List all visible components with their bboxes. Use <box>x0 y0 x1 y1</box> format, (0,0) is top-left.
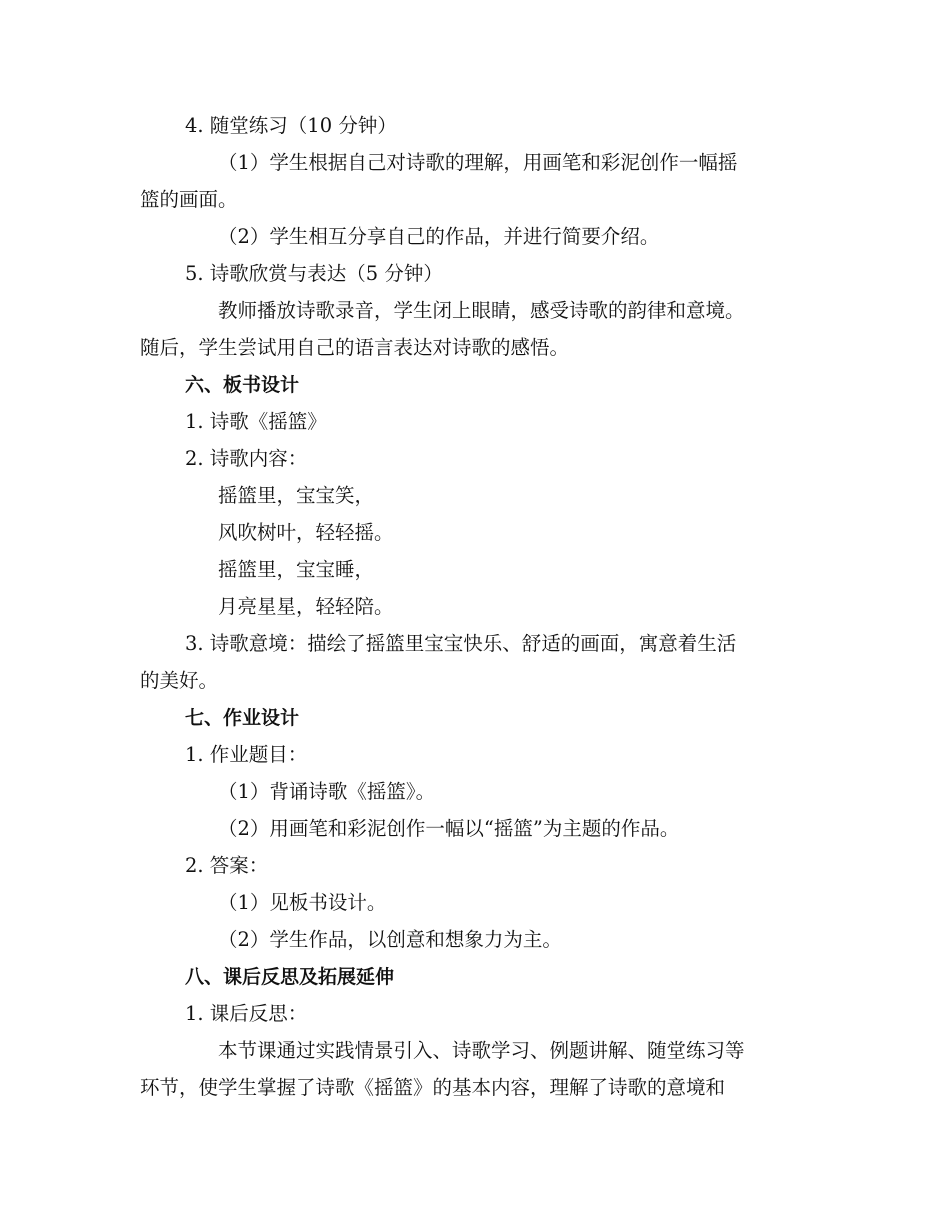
poem-line-3: 摇篮里，宝宝睡， <box>218 558 375 581</box>
practice-item-1-line-1: （1）学生根据自己对诗歌的理解，用画笔和彩泥创作一幅摇 <box>218 151 738 174</box>
homework-item-1: 1. 作业题目： <box>185 743 308 766</box>
section-8-title: 八、课后反思及拓展延伸 <box>185 966 395 988</box>
poem-line-2: 风吹树叶，轻轻摇。 <box>218 521 394 544</box>
homework-question-1: （1）背诵诗歌《摇篮》。 <box>218 780 436 803</box>
section-7-title: 七、作业设计 <box>185 707 300 729</box>
answer-1: （1）见板书设计。 <box>218 891 387 914</box>
appreciation-paragraph-line-1: 教师播放诗歌录音，学生闭上眼睛，感受诗歌的韵律和意境。 <box>218 299 745 322</box>
reflection-paragraph-line-2: 环节，使学生掌握了诗歌《摇篮》的基本内容，理解了诗歌的意境和 <box>140 1076 726 1099</box>
board-item-1: 1. 诗歌《摇篮》 <box>185 410 327 433</box>
appreciation-paragraph-line-2: 随后，学生尝试用自己的语言表达对诗歌的感悟。 <box>140 336 570 359</box>
reflection-item-1: 1. 课后反思： <box>185 1002 308 1025</box>
board-item-2: 2. 诗歌内容： <box>185 447 308 470</box>
homework-question-2: （2）用画笔和彩泥创作一幅以“摇篮”为主题的作品。 <box>218 817 680 840</box>
poem-line-4: 月亮星星，轻轻陪。 <box>218 595 394 618</box>
board-item-3-line-2: 的美好。 <box>140 669 219 692</box>
poem-line-1: 摇篮里，宝宝笑， <box>218 484 375 507</box>
section-6-title: 六、板书设计 <box>185 374 300 396</box>
practice-item-2: （2）学生相互分享自己的作品，并进行简要介绍。 <box>218 225 660 248</box>
board-item-3-line-1: 3. 诗歌意境：描绘了摇篮里宝宝快乐、舒适的画面，寓意着生活 <box>185 632 737 655</box>
practice-item-1-line-2: 篮的画面。 <box>140 188 238 211</box>
homework-item-2: 2. 答案： <box>185 854 269 877</box>
reflection-paragraph-line-1: 本节课通过实践情景引入、诗歌学习、例题讲解、随堂练习等 <box>218 1039 745 1062</box>
answer-2: （2）学生作品，以创意和想象力为主。 <box>218 928 562 951</box>
appreciation-heading: 5. 诗歌欣赏与表达（5 分钟） <box>185 262 443 285</box>
practice-heading: 4. 随堂练习（10 分钟） <box>185 114 397 137</box>
